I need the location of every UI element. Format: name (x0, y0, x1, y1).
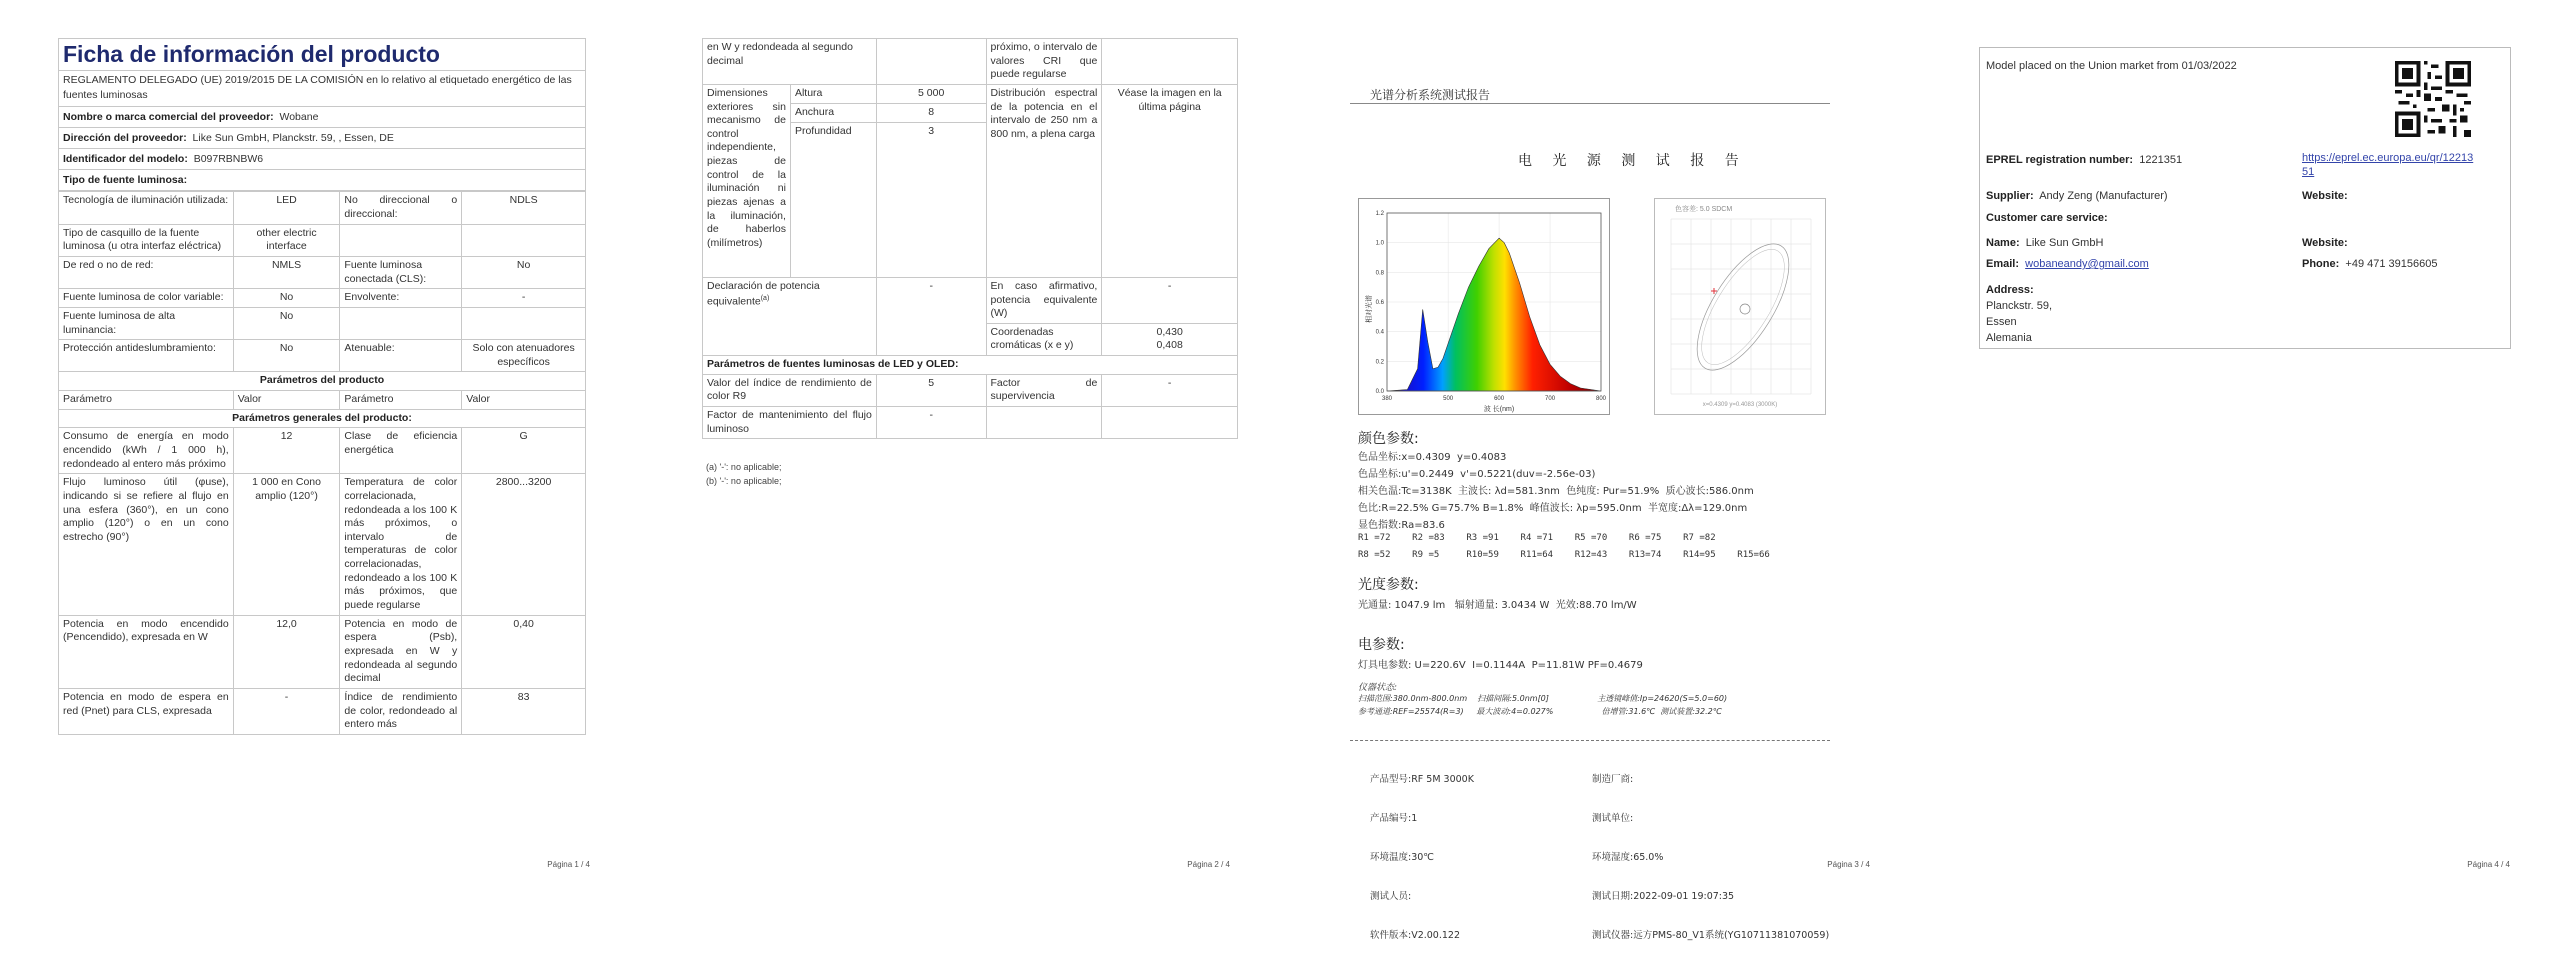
y-tick-label: 0.4 (1375, 329, 1384, 336)
dimensions-label: Dimensiones exteriores sin mecanismo de control independiente, piezas de control de la iluminación ni piezas ajenas a la iluminación, de haberlos (milímetros) (703, 84, 791, 277)
table-cell: 12,0 (233, 615, 340, 688)
table-cell: Tipo de casquillo de la fuente luminosa (u otra interfaz eléctrica) (59, 224, 234, 256)
x-tick-label: 700 (1545, 396, 1556, 402)
table-cell: Índice de rendimiento de color, redondeado al entero más (340, 688, 462, 734)
table-row (59, 688, 586, 734)
spd-label: Distribución espectral de la potencia en el intervalo de 250 nm a 800 nm, a plena carga (986, 84, 1102, 277)
x-tick-label: 500 (1443, 396, 1454, 402)
table-cell: LED (233, 192, 340, 224)
phone-value: +49 471 39156605 (2345, 258, 2438, 270)
x-axis-label: 波 长(nm) (1483, 406, 1515, 413)
color-rendering-line: R1 =72 R2 =83 R3 =91 R4 =71 R5 =70 R6 =75 R7 =82 (1358, 533, 1716, 543)
table-cell: No (233, 289, 340, 308)
model-value: B097RBNBW6 (193, 153, 264, 166)
x-tick-label: 600 (1494, 396, 1505, 402)
supplier-value: Wobane (279, 111, 319, 124)
table-cell: G (462, 428, 586, 474)
table-row (59, 474, 586, 615)
table-cell: - (233, 688, 340, 734)
color-line: 显色指数:Ra=83.6 (1358, 520, 1445, 531)
dimension-name: Altura (790, 84, 876, 103)
x-tick-label: 800 (1595, 396, 1607, 402)
footer-field: 环境温度:30℃ (1370, 852, 1434, 863)
column-header: Valor (233, 391, 340, 410)
table-row (59, 224, 586, 256)
eprel-card (1979, 47, 2511, 349)
table-cell: 0,40 (462, 615, 586, 688)
dimension-value: 5 000 (876, 84, 986, 103)
table-row (59, 372, 586, 391)
table-row (59, 340, 586, 372)
r9-label: Valor del índice de rendimiento de color R9 (703, 374, 877, 406)
table-cell (462, 307, 586, 339)
photometric-line: 光通量: 1047.9 lm 辐射通量: 3.0434 W 光效:88.70 lm/W (1358, 600, 1637, 611)
table-row (703, 277, 1238, 323)
regulation-text: REGLAMENTO DELEGADO (UE) 2019/2015 DE LA COMISIÓN en lo relativo al etiquetado energético de las fuentes luminosas (58, 70, 586, 107)
electrical-heading: 电参数: (1358, 637, 1405, 653)
spectrum-chart (1359, 199, 1609, 414)
market-date: Model placed on the Union market from 01/03/2022 (1986, 60, 2237, 72)
power-decl-label (703, 277, 877, 355)
table-cell: 1 000 en Cono amplio (120°) (233, 474, 340, 615)
table-row (703, 374, 1238, 406)
email-link[interactable]: wobaneandy@gmail.com (2025, 258, 2149, 270)
led-params-heading: Parámetros de fuentes luminosas de LED y OLED: (703, 356, 1238, 375)
address-line: Alemania (1986, 331, 2032, 344)
color-line: 色品坐标:u'=0.2449 v'=0.5221(duv=-2.56e-03) (1358, 469, 1596, 480)
address-line: Essen (1986, 315, 2017, 328)
eprel-value: 1221351 (2139, 154, 2183, 166)
color-line: 色比:R=22.5% G=75.7% B=1.8% 峰值波长: λp=595.0nm 半宽度:Δλ=129.0nm (1358, 503, 1748, 514)
address-block (1986, 283, 2052, 347)
supplier-value: Andy Zeng (Manufacturer) (2039, 190, 2168, 202)
table-row (703, 39, 1238, 85)
footer-field: 产品型号:RF 5M 3000K (1370, 774, 1474, 785)
model-label: Identificador del modelo: (63, 153, 188, 166)
address-label: Address: (1986, 284, 2034, 296)
table-row (59, 256, 586, 288)
phone-line (2302, 258, 2437, 270)
footer-field: 测试人员: (1370, 891, 1412, 902)
power-decl-text: Declaración de potencia equivalente (707, 279, 820, 308)
table-cell: 12 (233, 428, 340, 474)
table-cell: Tecnología de iluminación utilizada: (59, 192, 234, 224)
table-cell: Potencia en modo de espera en red (Pnet) para CLS, expresada (59, 688, 234, 734)
instrument-line: 扫描范围:380.0nm-800.0nm 扫描间隔:5.0nm[0] 主透镜峰值:Ip=24620(S=5.0=60) (1358, 694, 1728, 703)
column-header: Parámetro (59, 391, 234, 410)
electrical-line: 灯具电参数: U=220.6V I=0.1144A P=11.81W PF=0.4679 (1358, 660, 1643, 671)
page-title: Ficha de información del producto (58, 38, 586, 70)
table-cell: NMLS (233, 256, 340, 288)
customer-care-text: Customer care service: (1986, 212, 2108, 224)
equivalent-power-value: - (1102, 277, 1238, 323)
instrument-status-heading: 仪器状态: (1358, 683, 1398, 693)
table-cell: Protección antideslumbramiento: (59, 340, 234, 372)
maintenance-label: Factor de mantenimiento del flujo luminoso (703, 407, 877, 439)
cie-diagram (1655, 199, 1825, 414)
table-cell: No (462, 256, 586, 288)
table-cell (986, 407, 1102, 439)
customer-care-label (1986, 212, 2108, 224)
photometric-heading: 光度参数: (1358, 577, 1419, 593)
page-2 (640, 0, 1280, 905)
table-cell: próximo, o intervalo de valores CRI que puede regularse (986, 39, 1102, 85)
table-cell: other electric interface (233, 224, 340, 256)
footer-field: 产品编号:1 (1370, 813, 1418, 824)
page-3 (1280, 0, 1920, 941)
y-tick-label: 0.8 (1375, 270, 1384, 277)
footer-field: 制造厂商: (1592, 774, 1634, 785)
name-label: Name: (1986, 237, 2020, 249)
footer-field: 测试单位: (1592, 813, 1634, 824)
params-table-continued (702, 38, 1238, 439)
table-cell (340, 224, 462, 256)
chromaticity-y: 0,408 (1156, 339, 1183, 352)
footnote-a: (a) '-': no aplicable; (706, 462, 782, 472)
supplier-line (1986, 190, 2168, 202)
email-label: Email: (1986, 258, 2020, 270)
y-tick-label: 0.0 (1375, 389, 1384, 395)
table-cell (1102, 39, 1238, 85)
supplier-label: Nombre o marca comercial del proveedor: (63, 111, 274, 124)
table-cell: Temperatura de color correlacionada, redondeada a los 100 K más próximos, o intervalo de temperaturas de color correlacionadas, redondeado a los 100 K más próximos, que puede regularse (340, 474, 462, 615)
table-cell: Atenuable: (340, 340, 462, 372)
table-row (59, 428, 586, 474)
website-label-2 (2302, 237, 2348, 249)
model-line (58, 149, 586, 170)
cie-diagram-frame (1654, 198, 1826, 415)
table-row (59, 192, 586, 224)
table-cell (462, 224, 586, 256)
column-header: Valor (462, 391, 586, 410)
website-label-text: Website: (2302, 190, 2348, 202)
page-4 (1920, 0, 2560, 905)
table-cell (876, 39, 986, 85)
equivalent-power-label: En caso afirmativo, potencia equivalente (W) (986, 277, 1102, 323)
y-tick-label: 1.0 (1375, 240, 1384, 247)
table-cell: De red o no de red: (59, 256, 234, 288)
table-row (703, 407, 1238, 439)
table-row (59, 307, 586, 339)
table-row (59, 615, 586, 688)
table-cell: NDLS (462, 192, 586, 224)
table-cell: 2800...3200 (462, 474, 586, 615)
dimension-value: 3 (876, 122, 986, 277)
y-tick-label: 0.6 (1375, 300, 1384, 306)
tolerance-ellipse (1686, 237, 1800, 376)
x-tick-label: 380 (1381, 396, 1393, 402)
footer-rule (1350, 740, 1830, 741)
footer-field: 环境湿度:65.0% (1592, 852, 1664, 863)
cie-label: 色容差: 5.0 SDCM (1675, 206, 1733, 213)
color-line: 相关色温:Tc=3138K 主波长: λd=581.3nm 色纯度: Pur=51.9% 质心波长:586.0nm (1358, 486, 1754, 497)
table-cell: No direccional o direccional: (340, 192, 462, 224)
table-cell: Fuente luminosa conectada (CLS): (340, 256, 462, 288)
spectrum-chart-frame (1358, 198, 1610, 415)
column-header: Parámetro (340, 391, 462, 410)
table-row (59, 409, 586, 428)
table-cell: Consumo de energía en modo encendido (kWh / 1 000 h), redondeado al entero más próximo (59, 428, 234, 474)
address-value: Like Sun GmbH, Planckstr. 59, , Essen, DE (192, 132, 394, 145)
eprel-label: EPREL registration number: (1986, 154, 2134, 166)
macadam-ellipse (1679, 230, 1806, 384)
survival-label: Factor de supervivencia (986, 374, 1102, 406)
power-decl-value: - (876, 277, 986, 355)
survival-value: - (1102, 374, 1238, 406)
table-cell: Potencia en modo encendido (Pencendido), expresada en W (59, 615, 234, 688)
page-number: Página 1 / 4 (547, 860, 590, 869)
type-heading: Tipo de fuente luminosa: (58, 170, 586, 191)
table-cell: Fuente luminosa de color variable: (59, 289, 234, 308)
chromaticity-label: Coordenadas cromáticas (x e y) (986, 323, 1102, 355)
footnote-marker: (a) (760, 294, 770, 302)
target-circle (1740, 304, 1750, 314)
y-axis-label: 相对光谱 (1366, 295, 1373, 323)
color-rendering-line: R8 =52 R9 =5 R10=59 R11=64 R12=43 R13=74 R14=95 R15=66 (1358, 550, 1770, 560)
page-number: Página 4 / 4 (2467, 860, 2510, 869)
address-line (58, 128, 586, 149)
footer-field: 软件版本:V2.00.122 (1370, 930, 1461, 941)
product-info-continued (702, 38, 1238, 439)
params-heading: Parámetros del producto (59, 372, 586, 391)
phone-label: Phone: (2302, 258, 2340, 270)
footer-field: 测试日期:2022-09-01 19:07:35 (1592, 891, 1735, 902)
table-header-row (59, 391, 586, 410)
page-number: Página 3 / 4 (1827, 860, 1870, 869)
email-line (1986, 258, 2149, 270)
maintenance-value: - (876, 407, 986, 439)
name-value: Like Sun GmbH (2025, 237, 2104, 249)
chromaticity-values (1102, 323, 1238, 355)
spd-value: Véase la imagen en la última página (1102, 84, 1238, 277)
table-row (59, 289, 586, 308)
color-line: 色品坐标:x=0.4309 y=0.4083 (1358, 452, 1507, 463)
page-number: Página 2 / 4 (1187, 860, 1230, 869)
footer-field: 测试仪器:远方PMS-80_V1系统(YG10711381070059) (1592, 930, 1830, 941)
supplier-label: Supplier: (1986, 190, 2034, 202)
website-label (2302, 190, 2348, 202)
header-rule (1350, 103, 1830, 104)
qr-code-icon (2395, 61, 2471, 137)
cie-footer: x=0.4309 y=0.4083 (3000K) (1702, 402, 1778, 408)
y-tick-label: 1.2 (1375, 211, 1384, 217)
page-1 (0, 0, 640, 905)
general-params-heading: Parámetros generales del producto: (59, 409, 586, 428)
name-line (1986, 237, 2103, 249)
footer-right (1592, 747, 1829, 968)
table-cell: No (233, 307, 340, 339)
website-label-text: Website: (2302, 237, 2348, 249)
footnotes (706, 460, 781, 489)
table-cell: 83 (462, 688, 586, 734)
dimension-name: Profundidad (790, 122, 876, 277)
eprel-registration (1986, 154, 2182, 166)
report-header: 光谱分析系统测试报告 (1370, 88, 1491, 102)
eprel-link[interactable]: https://eprel.ec.europa.eu/qr/1221351 (2302, 152, 2474, 178)
product-info-sheet (58, 38, 586, 735)
table-cell: Fuente luminosa de alta luminancia: (59, 307, 234, 339)
report-title: 电 光 源 测 试 报 告 (1518, 153, 1747, 169)
table-cell: Envolvente: (340, 289, 462, 308)
table-cell: Clase de eficiencia energética (340, 428, 462, 474)
address-label: Dirección del proveedor: (63, 132, 187, 145)
chromaticity-x: 0,430 (1156, 325, 1183, 338)
table-cell (1102, 407, 1238, 439)
instrument-line: 参考通道:REF=25574(R=3) 最大波动:4=0.027% 倍增管:31.6℃ 测试装置:32.2℃ (1358, 707, 1722, 716)
dimension-name: Anchura (790, 103, 876, 122)
table-cell (340, 307, 462, 339)
table-cell: Solo con atenuadores específicos (462, 340, 586, 372)
footer-left (1370, 747, 1474, 968)
y-tick-label: 0.2 (1375, 359, 1384, 366)
table-cell: No (233, 340, 340, 372)
color-params-heading: 颜色参数: (1358, 431, 1419, 447)
table-cell: en W y redondeada al segundo decimal (703, 39, 877, 85)
spectrum-area (1387, 238, 1601, 391)
r9-value: 5 (876, 374, 986, 406)
dimension-value: 8 (876, 103, 986, 122)
table-row (703, 84, 1238, 103)
table-row (703, 356, 1238, 375)
footnote-b: (b) '-': no aplicable; (706, 476, 782, 487)
supplier-line (58, 107, 586, 128)
table-cell: - (462, 289, 586, 308)
table-cell: Flujo luminoso útil (φuse), indicando si se refiere al flujo en una esfera (360°), en un cono amplio (120°) o en un cono estrecho (90°) (59, 474, 234, 615)
table-cell: Potencia en modo de espera (Psb), expresada en W y redondeada al segundo decimal (340, 615, 462, 688)
address-line: Planckstr. 59, (1986, 299, 2053, 312)
type-table (58, 191, 586, 734)
